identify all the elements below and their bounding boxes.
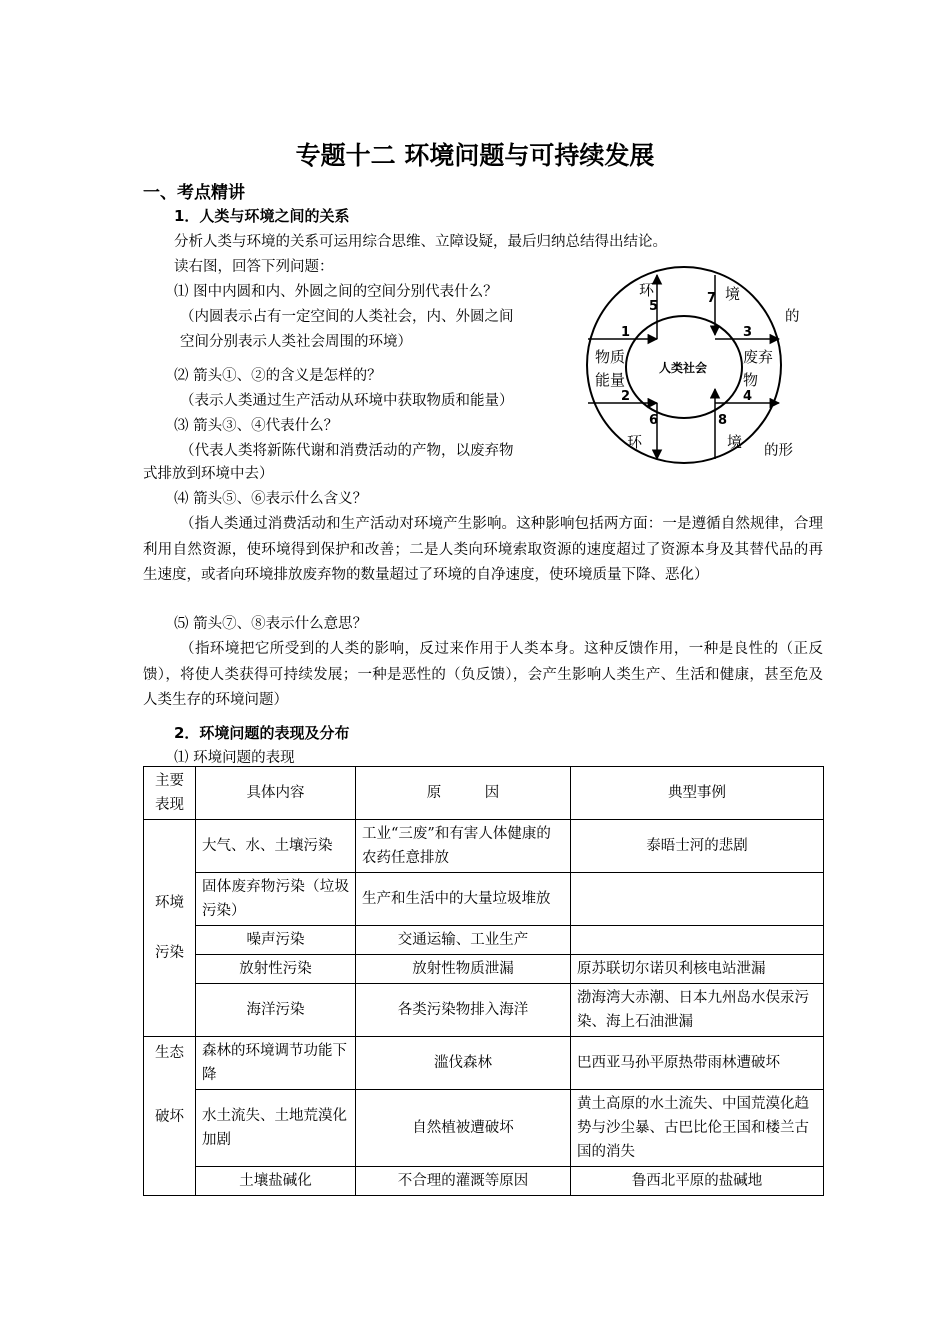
- diagram-num-2: 2: [621, 389, 631, 404]
- diagram-num-4: 4: [743, 389, 753, 404]
- diagram-label-env-bl: 环: [627, 433, 643, 451]
- table-cell: 巴西亚马孙平原热带雨林遭破坏: [571, 1037, 824, 1090]
- table-cell: 放射性物质泄漏: [356, 955, 571, 984]
- question-5: ⑸ 箭头⑦、⑧表示什么意思？: [174, 616, 368, 632]
- answer-1-line-2: 空间分别表示人类社会周围的环境）: [180, 334, 412, 350]
- group-label-line-2: 污染: [155, 945, 184, 961]
- diagram-label-feiqi: 废弃: [743, 348, 774, 366]
- intro-text: 分析人类与环境的关系可运用综合思维、立障设疑，最后归纳总结得出结论。: [174, 234, 667, 250]
- answer-4: （指人类通过消费活动和生产活动对环境产生影响。这种影响包括两方面：一是遵循自然规律，合理利用自然资源，使环境得到保护和改善；二是人类向环境索取资源的速度超过了资源本身及其替代品的再生速度，或者向环境排放废弃物的数量超过了环境的自净速度，使环境质量下降、恶化）: [143, 516, 823, 583]
- table-row: [144, 955, 824, 984]
- question-4: ⑷ 箭头⑤、⑥表示什么含义？: [174, 491, 368, 507]
- question-1: ⑴ 图中内圆和内、外圆之间的空间分别代表什么？: [174, 284, 498, 300]
- table-cell: 滥伐森林: [356, 1037, 571, 1090]
- environment-problems-table: [143, 766, 824, 1196]
- table-header-cell: 主要表现: [144, 767, 196, 820]
- subsection-heading: 1．人类与环境之间的关系: [174, 207, 350, 225]
- table-cell: 工业“三废”和有害人体健康的农药任意排放: [356, 820, 571, 873]
- table-cell: 土壤盐碱化: [196, 1167, 356, 1196]
- table-row: [144, 820, 824, 873]
- diagram-num-3: 3: [743, 325, 753, 340]
- table-cell: [571, 926, 824, 955]
- table-cell: 生产和生活中的大量垃圾堆放: [356, 873, 571, 926]
- table-cell: 大气、水、土壤污染: [196, 820, 356, 873]
- question-3: ⑶ 箭头③、④代表什么？: [174, 418, 339, 434]
- table-row: [144, 1037, 824, 1090]
- answer-5: （指环境把它所受到的人类的影响，反过来作用于人类本身。这种反馈作用，一种是良性的（正反馈），将使人类获得可持续发展；一种是恶性的（负反馈），会产生影响人类生产、生活和健康，甚至危及人类生存的环境问题）: [143, 641, 823, 708]
- group-label-line-1: 环境: [155, 895, 184, 911]
- table-cell: 自然植被遭破坏: [356, 1090, 571, 1167]
- group-label-line-1: 生态: [155, 1045, 184, 1061]
- table-cell: 不合理的灌溉等原因: [356, 1167, 571, 1196]
- group-label-line-2: 破坏: [155, 1109, 184, 1125]
- answer-2: （表示人类通过生产活动从环境中获取物质和能量）: [180, 393, 514, 409]
- question-2: ⑵ 箭头①、②的含义是怎样的？: [174, 368, 382, 384]
- table-cell: 鲁西北平原的盐碱地: [571, 1167, 824, 1196]
- diagram-label-env-tr: 境: [725, 285, 741, 303]
- diagram-num-6: 6: [649, 413, 659, 428]
- table-header-cell: 原 因: [356, 767, 571, 820]
- table-cell: 放射性污染: [196, 955, 356, 984]
- table-cell: [571, 873, 824, 926]
- diagram-num-5: 5: [649, 299, 659, 314]
- table-row: [144, 984, 824, 1037]
- table-cell: 水土流失、土地荒漠化加剧: [196, 1090, 356, 1167]
- subsection-heading-2: 2．环境问题的表现及分布: [174, 724, 350, 742]
- diagram-num-7: 7: [707, 291, 717, 306]
- table-cell: 原苏联切尔诺贝利核电站泄漏: [571, 955, 824, 984]
- table-cell: 各类污染物排入海洋: [356, 984, 571, 1037]
- diagram-label-wu: 物: [743, 371, 759, 389]
- diagram-label-wuzhi: 物质: [595, 348, 626, 366]
- diagram-num-1: 1: [621, 325, 631, 340]
- section-heading: 一、考点精讲: [143, 183, 245, 203]
- table-cell: 渤海湾大赤潮、日本九州岛水俣汞污染、海上石油泄漏: [571, 984, 824, 1037]
- diagram-num-8: 8: [718, 413, 728, 428]
- table-row: [144, 926, 824, 955]
- page-title: 专题十二 环境问题与可持续发展: [295, 141, 655, 170]
- table-row: [144, 1167, 824, 1196]
- diagram-label-nengliang: 能量: [595, 371, 626, 389]
- table-row: [144, 873, 824, 926]
- intro-text-2: 读右图，回答下列问题：: [174, 259, 334, 275]
- table-group-cell: [144, 820, 196, 1037]
- table-cell: 固体废弃物污染（垃圾污染）: [196, 873, 356, 926]
- answer-3-line-1: （代表人类将新陈代谢和消费活动的产物，以废弃物: [180, 443, 514, 459]
- table-header-row: [144, 767, 824, 820]
- answer-3-line-2: 式排放到环境中去）: [143, 466, 274, 482]
- diagram-label-env-br: 境: [727, 433, 743, 451]
- side-text-de: 的: [785, 309, 800, 325]
- table-cell: 交通运输、工业生产: [356, 926, 571, 955]
- answer-1-line-1: （内圆表示占有一定空间的人类社会，内、外圆之间: [180, 309, 514, 325]
- table-header-cell: 典型事例: [571, 767, 824, 820]
- table-cell: 海洋污染: [196, 984, 356, 1037]
- diagram-label-env-tl: 环: [639, 281, 655, 299]
- table-group-cell: [144, 1037, 196, 1196]
- table-cell: 森林的环境调节功能下降: [196, 1037, 356, 1090]
- table-row: [144, 1090, 824, 1167]
- table-cell: 噪声污染: [196, 926, 356, 955]
- side-text-dexing: 的形: [764, 443, 793, 459]
- diagram-label-center: 人类社会: [659, 361, 708, 375]
- table-header-cell: 具体内容: [196, 767, 356, 820]
- table-cell: 黄土高原的水土流失、中国荒漠化趋势与沙尘暴、古巴比伦王国和楼兰古国的消失: [571, 1090, 824, 1167]
- subsection-heading-2-1: ⑴ 环境问题的表现: [174, 750, 295, 766]
- human-environment-diagram: [583, 263, 813, 468]
- table-cell: 泰晤士河的悲剧: [571, 820, 824, 873]
